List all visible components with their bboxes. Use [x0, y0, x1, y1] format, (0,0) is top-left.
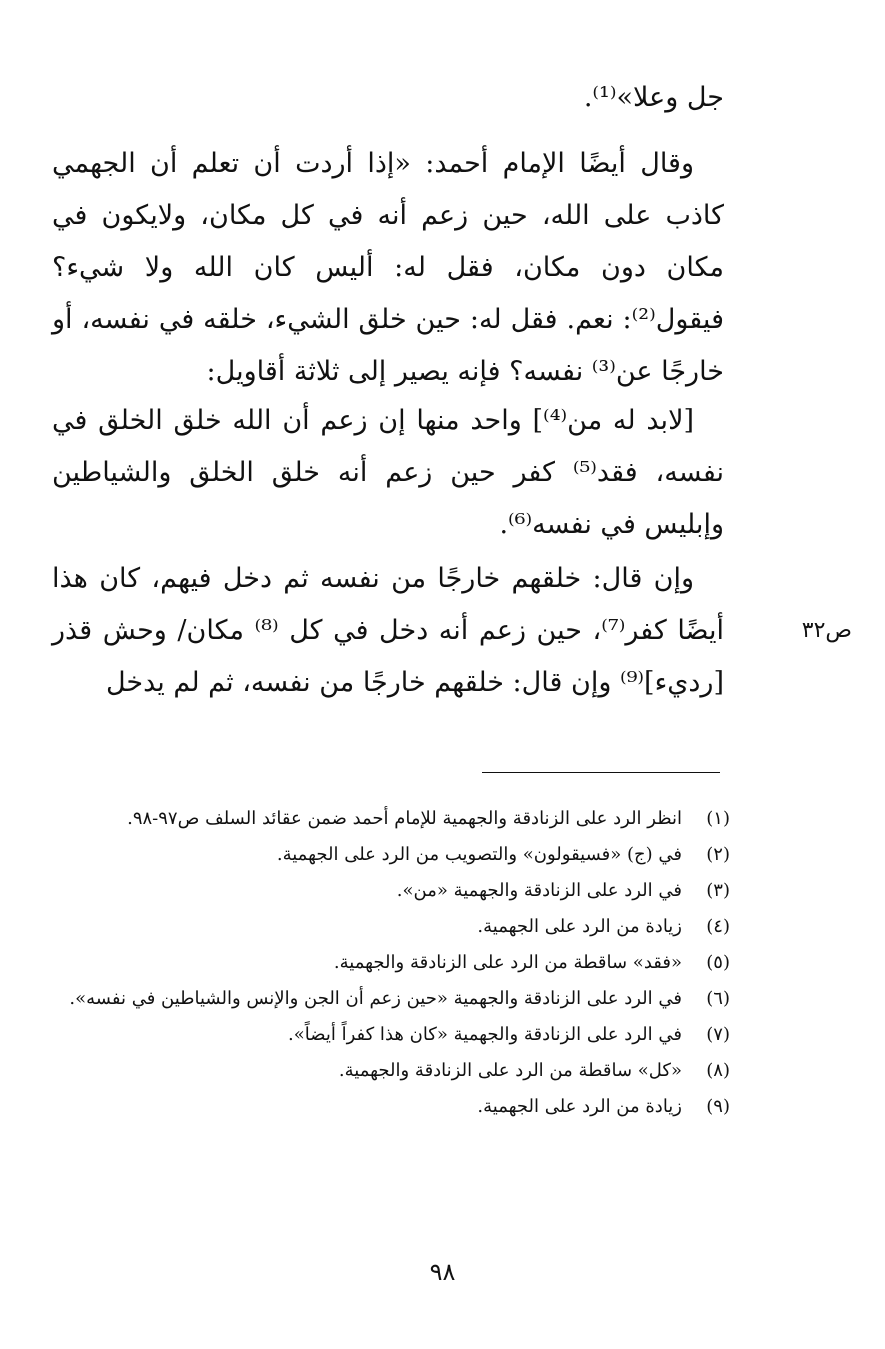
footnote-text: في الرد على الزنادقة والجهمية «حين زعم أن الجن والإنس والشياطين في نفسه». — [69, 988, 682, 1009]
footnote-text: زيادة من الرد على الجهمية. — [477, 1096, 682, 1117]
footnotes-list — [52, 804, 730, 1128]
footnote-number: (٣) — [706, 880, 730, 901]
footnote-number: (٢) — [706, 844, 730, 865]
footnote-number: (٨) — [706, 1060, 730, 1081]
footnote-item — [52, 984, 730, 1014]
footnote-text: «كل» ساقطة من الرد على الزنادقة والجهمية. — [338, 1060, 682, 1081]
footnote-number: (٥) — [706, 952, 730, 973]
footnote-text: زيادة من الرد على الجهمية. — [477, 916, 682, 937]
footnote-item — [52, 948, 730, 978]
footnote-item — [52, 1020, 730, 1050]
footnote-text: في الرد على الزنادقة والجهمية «من». — [396, 880, 682, 901]
paragraph-second-saying: وإن قال: خلقهم خارجًا من نفسه ثم دخل فيهم، كان هذا أيضًا كفر⁽⁷⁾، حين زعم أنه دخل في كل ⁽⁸⁾ مكان/ وحش قذر [رديء]⁽⁹⁾ وإن قال: خلقهم خارجًا من نفسه، ثم لم يدخل — [52, 563, 724, 698]
footnote-text: «فقد» ساقطة من الرد على الزنادقة والجهمية. — [333, 952, 682, 973]
footnote-text: انظر الرد على الزنادقة والجهمية للإمام أحمد ضمن عقائد السلف ص٩٧-٩٨. — [127, 808, 682, 829]
paragraph-quote-imam-ahmad: وقال أيضًا الإمام أحمد: «إذا أردت أن تعلم أن الجهمي كاذب على الله، حين زعم أنه في كل مكان، ولايكون في مكان دون مكان، فقل له: أليس كان الله ولا شيء؟ فيقول⁽²⁾: نعم. فقل له: حين خلق الشيء، خلقه في نفسه، أو خارجًا عن⁽³⁾ نفسه؟ فإنه يصير إلى ثلاثة أقاويل: — [52, 148, 724, 387]
footnote-item — [52, 804, 730, 834]
footnote-item — [52, 1056, 730, 1086]
page-number: ٩٨ — [429, 1258, 456, 1286]
footnote-item — [52, 1092, 730, 1122]
paragraph-continuation: جل وعلا»⁽¹⁾. — [583, 82, 724, 113]
footnote-item — [52, 876, 730, 906]
footnote-text: في (ج) «فسيقولون» والتصويب من الرد على الجهمية. — [276, 844, 682, 865]
footnote-number: (٤) — [706, 916, 730, 937]
footnote-text: في الرد على الزنادقة والجهمية «كان هذا كفراً أيضاً». — [288, 1024, 682, 1045]
footnote-item — [52, 840, 730, 870]
footnote-number: (٩) — [706, 1096, 730, 1117]
manuscript-page-marker: ص٣٢ — [801, 618, 852, 643]
paragraph-first-saying: [لابد له من⁽⁴⁾] واحد منها إن زعم أن الله خلق الخلق في نفسه، فقد⁽⁵⁾ كفر حين زعم أنه خلق الخلق والشياطين وإبليس في نفسه⁽⁶⁾. — [52, 405, 725, 540]
footnote-number: (١) — [706, 808, 730, 829]
footnote-number: (٧) — [706, 1024, 730, 1045]
footnote-number: (٦) — [706, 988, 730, 1009]
footnote-separator — [482, 772, 720, 773]
footnote-item — [52, 912, 730, 942]
